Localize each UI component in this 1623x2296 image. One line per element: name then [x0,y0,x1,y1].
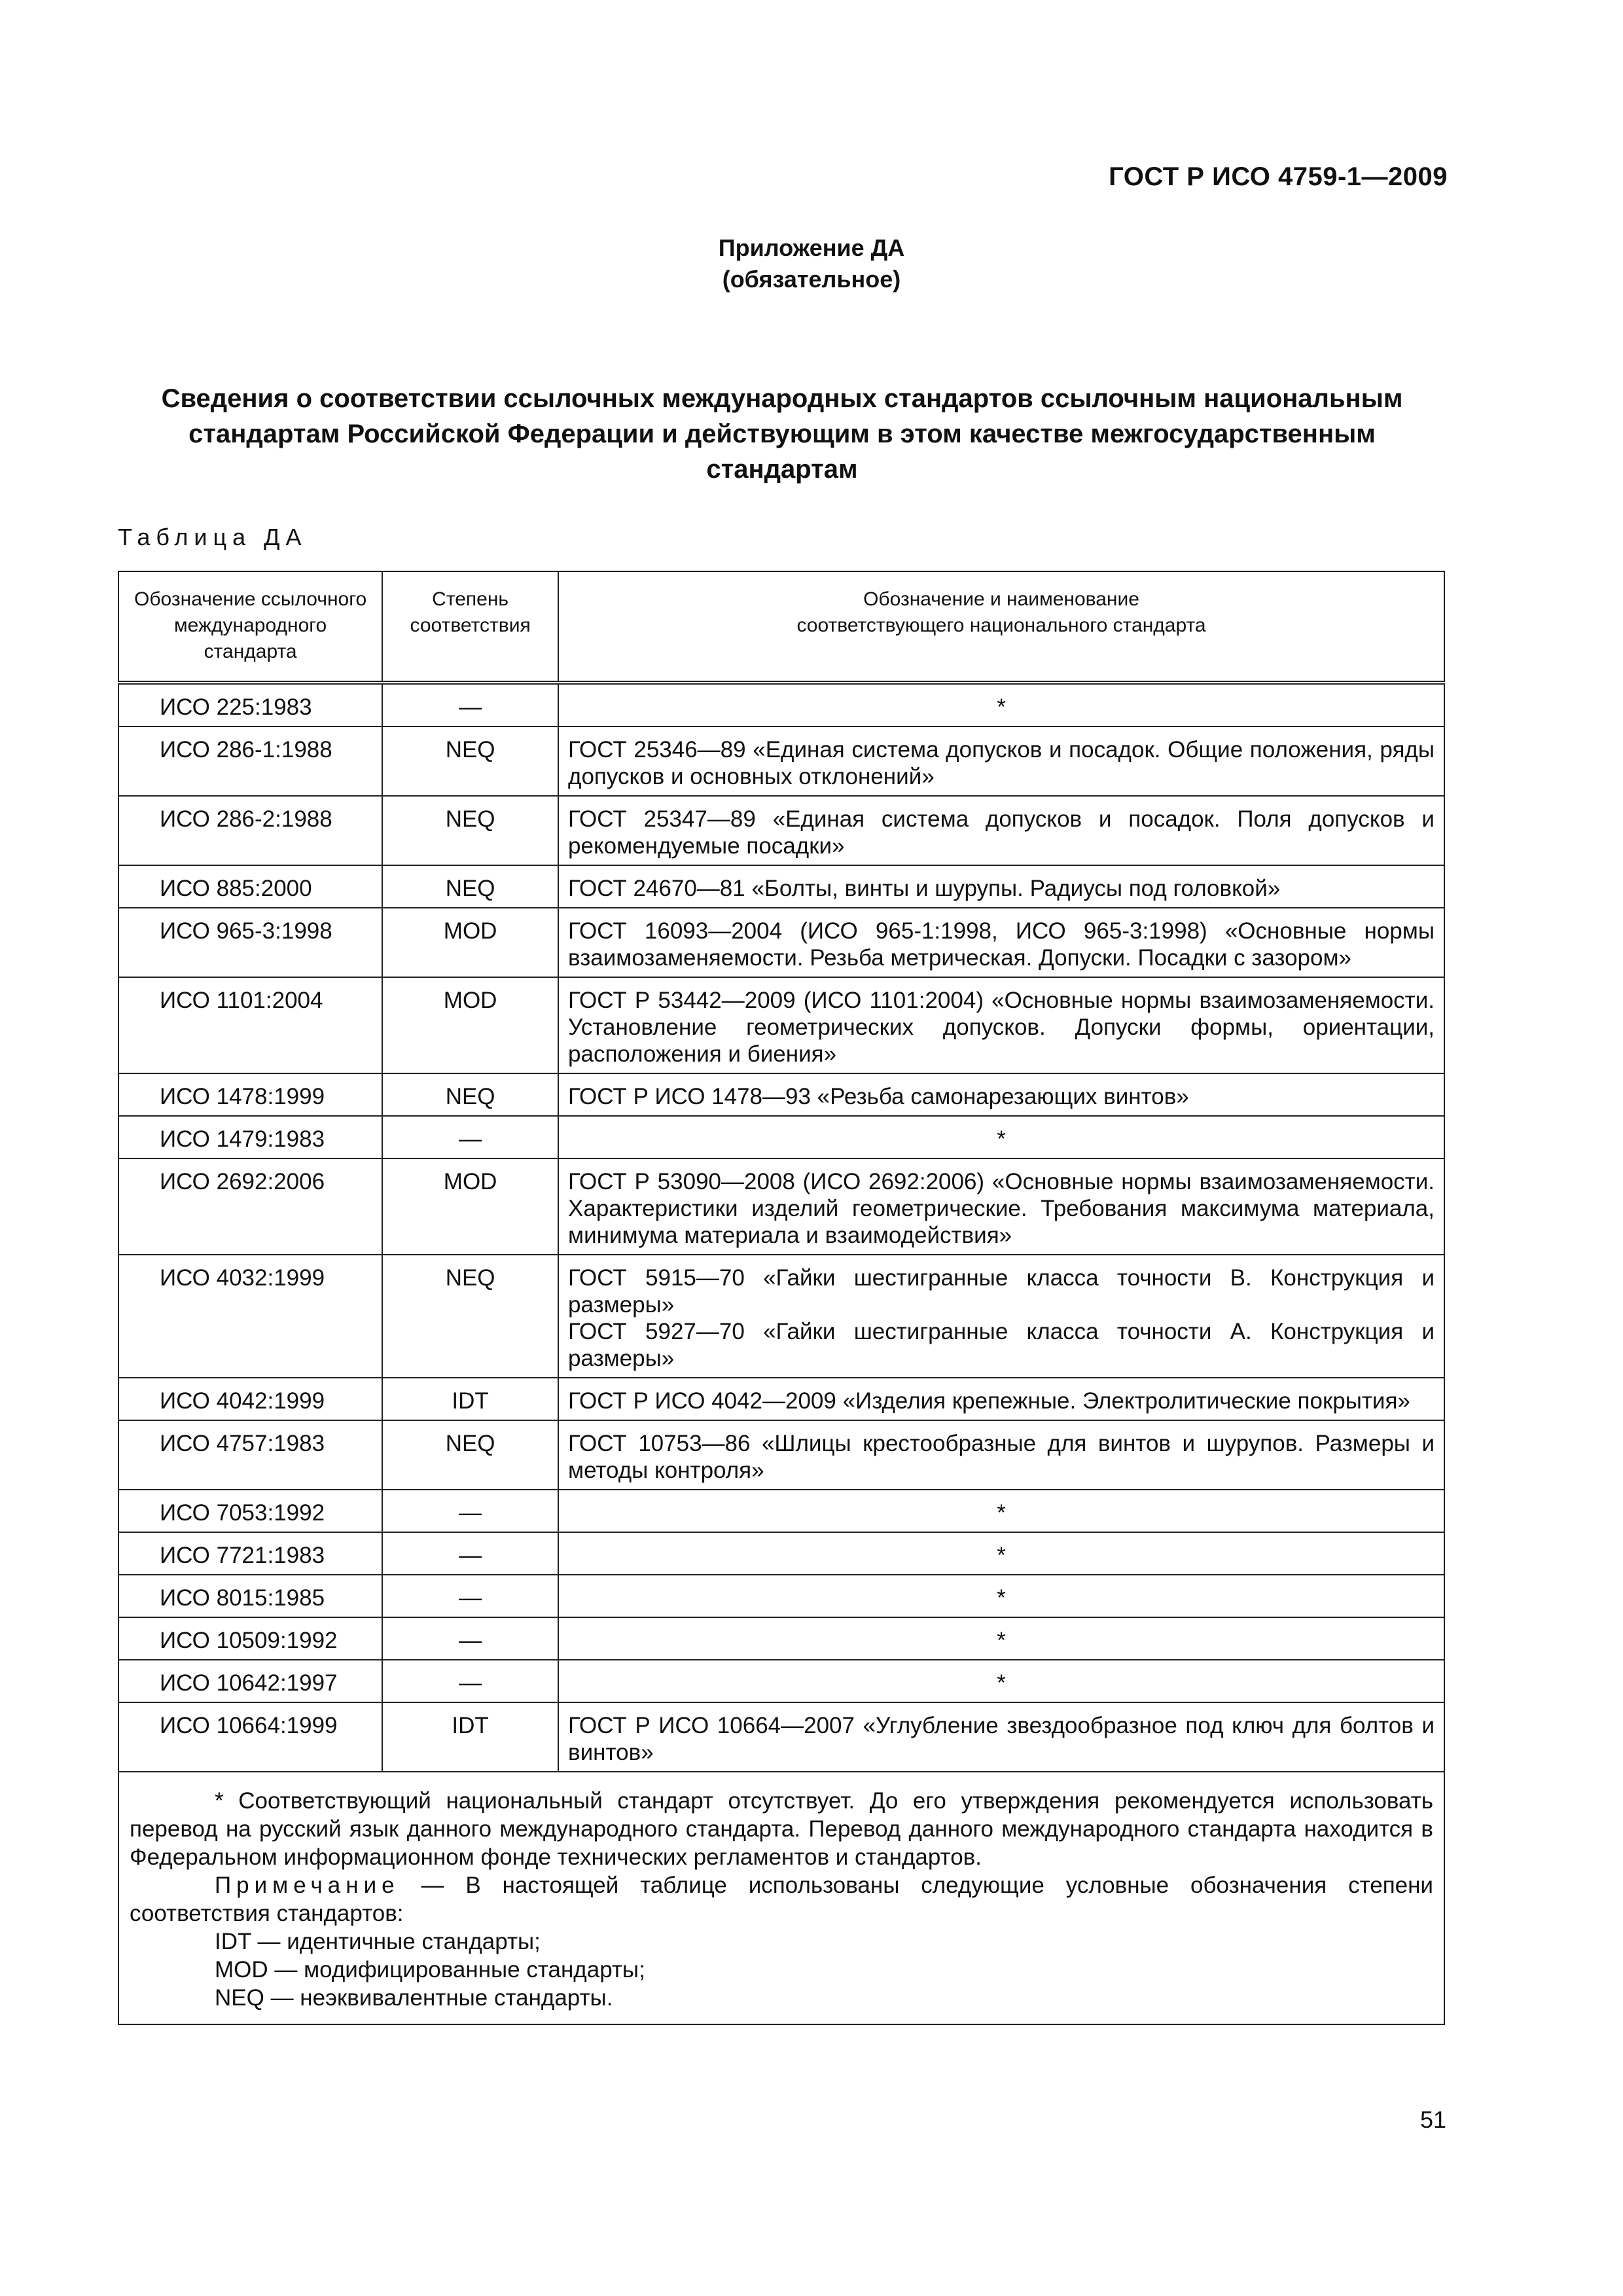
degree-cell: — [382,683,558,726]
national-standard-cell [558,1255,1444,1378]
degree-cell: MOD [382,908,558,977]
table-row [118,1490,1444,1532]
table-row [118,1575,1444,1617]
header-iso-line2: международного стандарта [173,615,327,662]
national-standard-cell [558,977,1444,1073]
iso-standard-cell: ИСО 10642:1997 [118,1660,382,1702]
iso-standard-cell: ИСО 7053:1992 [118,1490,382,1532]
iso-standard-cell: ИСО 225:1983 [118,683,382,726]
iso-standard-cell: ИСО 4032:1999 [118,1255,382,1378]
table-footer-row [118,1772,1444,2024]
note [130,1871,1433,1928]
table-row [118,796,1444,865]
main-title-line: стандартам Российской Федерации и действующим в этом качестве межгосударственным [188,420,1376,448]
table-row [118,1420,1444,1490]
degree-cell: — [382,1660,558,1702]
national-standard-text: ГОСТ 5915—70 «Гайки шестигранные класса точности В. Конструкция и размеры» [568,1265,1435,1318]
table-row [118,1660,1444,1702]
degree-cell: NEQ [382,796,558,865]
degree-cell: — [382,1575,558,1617]
header-degree-line1: Степень [432,588,509,610]
header-iso-line1: Обозначение ссылочного [134,588,367,610]
degree-cell: IDT [382,1702,558,1772]
table-row [118,1073,1444,1116]
iso-standard-cell: ИСО 7721:1983 [118,1532,382,1575]
national-standard-text: * [997,1585,1006,1611]
national-standard-cell [558,726,1444,796]
page-number: 51 [1419,2106,1446,2133]
iso-standard-cell: ИСО 1479:1983 [118,1116,382,1158]
national-standard-text: ГОСТ Р ИСО 1478—93 «Резьба самонарезающих винтов» [568,1084,1189,1109]
degree-cell: IDT [382,1378,558,1420]
national-standard-text: ГОСТ Р ИСО 4042—2009 «Изделия крепежные. Электролитические покрытия» [568,1388,1410,1414]
iso-standard-cell: ИСО 286-2:1988 [118,796,382,865]
national-standard-cell [558,1490,1444,1532]
appendix-title: Приложение ДА [718,234,905,261]
appendix-status: (обязательное) [722,266,901,293]
appendix-heading [0,232,1623,295]
national-standard-text: ГОСТ 16093—2004 (ИСО 965-1:1998, ИСО 965-3:1998) «Основные нормы взаимозаменяемости. Резьба метрическая. Допуски. Посадки с зазором» [568,918,1435,971]
national-standard-text: * [997,694,1006,720]
national-standard-text: * [997,1500,1006,1526]
iso-standard-cell: ИСО 8015:1985 [118,1575,382,1617]
national-standard-cell [558,683,1444,726]
table-row [118,683,1444,726]
iso-standard-cell: ИСО 4042:1999 [118,1378,382,1420]
table-row [118,977,1444,1073]
iso-standard-cell: ИСО 2692:2006 [118,1158,382,1255]
table-footer [118,1772,1444,2024]
footnote: * Соответствующий национальный стандарт отсутствует. До его утверждения рекомендуется использовать перевод на русский язык данного международного стандарта. Перевод данного международного стандарта находится в Федеральном информационном фонде технических регламентов и стандартов. [130,1788,1433,1870]
national-standard-cell [558,1158,1444,1255]
degree-cell: MOD [382,977,558,1073]
degree-cell: MOD [382,1158,558,1255]
main-title-line: стандартам [706,455,858,484]
table-row [118,1378,1444,1420]
degree-cell: — [382,1490,558,1532]
degree-cell: NEQ [382,1255,558,1378]
national-standard-text: ГОСТ 25346—89 «Единая система допусков и посадок. Общие положения, ряды допусков и основных отклонений» [568,737,1435,789]
iso-standard-cell: ИСО 10664:1999 [118,1702,382,1772]
correspondence-table [118,571,1445,2025]
iso-standard-cell: ИСО 1478:1999 [118,1073,382,1116]
table-row [118,726,1444,796]
header-iso [118,571,382,683]
table-body [118,683,1444,1772]
national-standard-text: ГОСТ Р ИСО 10664—2007 «Углубление звездообразное под ключ для болтов и винтов» [568,1713,1435,1765]
national-standard-cell [558,1532,1444,1575]
national-standard-cell [558,865,1444,908]
national-standard-cell [558,796,1444,865]
header-national-line2: соответствующего национального стандарта [796,615,1206,636]
national-standard-text: * [997,1628,1006,1653]
national-standard-cell [558,1116,1444,1158]
main-title [118,381,1446,487]
table-row [118,1116,1444,1158]
header-national [558,571,1444,683]
iso-standard-cell: ИСО 10509:1992 [118,1617,382,1660]
national-standard-cell [558,1660,1444,1702]
iso-standard-cell: ИСО 286-1:1988 [118,726,382,796]
national-standard-text: * [997,1126,1006,1152]
national-standard-cell [558,1617,1444,1660]
legend-item: NEQ — неэквивалентные стандарты. [215,1985,613,2011]
national-standard-cell [558,1702,1444,1772]
national-standard-text: ГОСТ 24670—81 «Болты, винты и шурупы. Радиусы под головкой» [568,876,1281,901]
table-row [118,1158,1444,1255]
national-standard-text: ГОСТ Р 53090—2008 (ИСО 2692:2006) «Основные нормы взаимозаменяемости. Характеристики изделий геометрические. Требования максимума материала, минимума материала и взаимодействия» [568,1169,1435,1248]
legend-item: IDT — идентичные стандарты; [215,1929,541,1954]
table-header-row [118,571,1444,683]
table-row [118,1255,1444,1378]
degree-cell: NEQ [382,1420,558,1490]
national-standard-text: ГОСТ 10753—86 «Шлицы крестообразные для винтов и шурупов. Размеры и методы контроля» [568,1431,1435,1483]
national-standard-text: ГОСТ 25347—89 «Единая система допусков и посадок. Поля допусков и рекомендуемые посадки» [568,806,1435,859]
degree-cell: — [382,1532,558,1575]
degree-cell: — [382,1116,558,1158]
table-row [118,1702,1444,1772]
national-standard-text: ГОСТ 5927—70 «Гайки шестигранные класса точности А. Конструкция и размеры» [568,1319,1435,1371]
note-label: Примечание [215,1873,400,1898]
degree-cell: NEQ [382,865,558,908]
header-degree [382,571,558,683]
degree-cell: — [382,1617,558,1660]
iso-standard-cell: ИСО 1101:2004 [118,977,382,1073]
document-code: ГОСТ Р ИСО 4759-1—2009 [1109,162,1448,191]
note-text: — В настоящей таблице использованы следующие условные обозначения степени соответствия стандартов: [130,1873,1433,1926]
table-row [118,1617,1444,1660]
iso-standard-cell: ИСО 965-3:1998 [118,908,382,977]
iso-standard-cell: ИСО 885:2000 [118,865,382,908]
table-row [118,1532,1444,1575]
table-row [118,908,1444,977]
national-standard-text: * [997,1543,1006,1568]
national-standard-text: * [997,1670,1006,1696]
national-standard-cell [558,1420,1444,1490]
national-standard-cell [558,908,1444,977]
national-standard-text: ГОСТ Р 53442—2009 (ИСО 1101:2004) «Основные нормы взаимозаменяемости. Установление геометрических допусков. Допуски формы, ориентации, расположения и биения» [568,988,1435,1067]
table-row [118,865,1444,908]
table-label: Таблица ДА [118,524,308,550]
degree-cell: NEQ [382,1073,558,1116]
main-title-line: Сведения о соответствии ссылочных международных стандартов ссылочным национальным [161,384,1403,413]
header-national-line1: Обозначение и наименование [863,588,1139,610]
degree-cell: NEQ [382,726,558,796]
national-standard-cell [558,1575,1444,1617]
iso-standard-cell: ИСО 4757:1983 [118,1420,382,1490]
legend-item: MOD — модифицированные стандарты; [215,1957,645,1982]
national-standard-cell [558,1378,1444,1420]
national-standard-cell [558,1073,1444,1116]
header-degree-line2: соответствия [410,615,531,636]
